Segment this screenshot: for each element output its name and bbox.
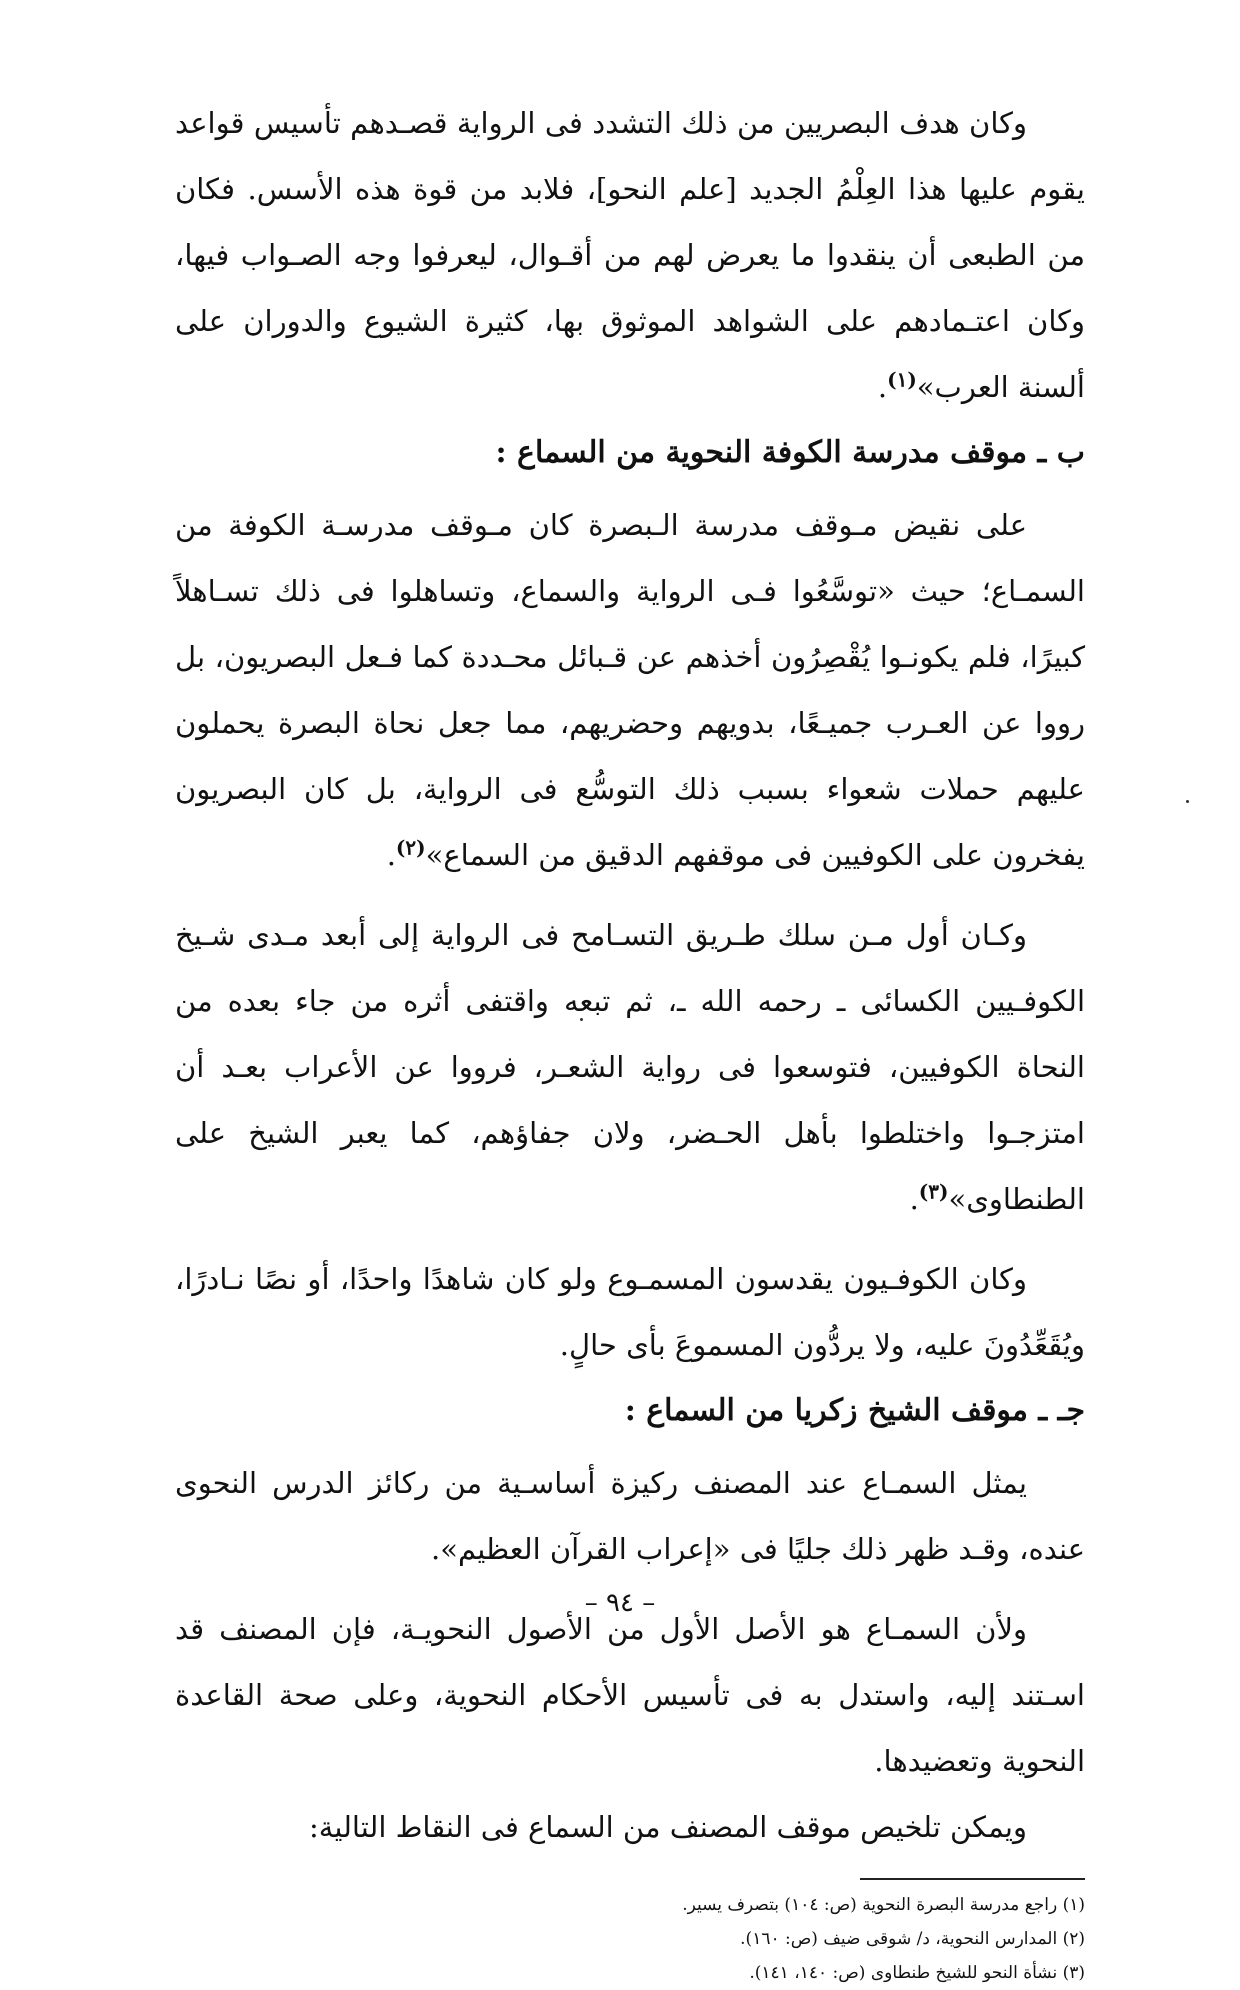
paragraph-text: على نقيض مـوقف مدرسة الـبصرة كان مـوقف مدرسـة الكوفة من السمـاع؛ حيث «توسَّعُوا فـى الرواية والسماع، وتساهلوا فى ذلك تسـاهلاً كبيرًا، فلم يكونـوا يُقْصِرُون أخذهم عن قـبائل محـددة كما فـعل البصريون، بل رووا عن العـرب جميـعًا، بدويهم وحضريهم، مما جعل نحاة البصرة يحملون عليهم حملات شعواء بسبب ذلك التوسُّع فى الرواية، بل كان البصريون يفخرون على الكوفيين فى موقفهم الدقيق من السماع» — [175, 508, 1085, 872]
paragraph-author-pillar: يمثل السمـاع عند المصنف ركيزة أساسـية من ركائز الدرس النحوى عنده، وقـد ظهر ذلك جليًا فى «إعراب القرآن العظيم». — [175, 1466, 1085, 1566]
scan-speck — [1186, 800, 1189, 803]
paragraph-summary-intro: ويمكن تلخيص موقف المصنف من السماع فى النقاط التالية: — [309, 1810, 1027, 1844]
paragraph-kufa-position: على نقيض مـوقف مدرسة الـبصرة كان مـوقف مدرسـة الكوفة من السمـاع؛ حيث «توسَّعُوا فـى الرواية والسماع، وتساهلوا فى ذلك تسـاهلاً كبيرًا، فلم يكونـوا يُقْصِرُون أخذهم عن قـبائل محـددة كما فـعل البصريون، بل رووا عن العـرب جميـعًا، بدويهم وحضريهم، مما جعل نحاة البصرة يحملون عليهم حملات شعواء بسبب ذلك التوسُّع فى الرواية، بل كان البصريون يفخرون على الكوفيين فى موقفهم الدقيق من السماع»$^{(٢)}$. — [175, 508, 1085, 872]
footnote-ref-3[interactable]: (٣) — [918, 1179, 949, 1204]
footnotes — [175, 1888, 1085, 1990]
section-heading-zakariya: جـ ـ موقف الشيخ زكريا من السماع : — [624, 1393, 1085, 1428]
footnote-ref-1[interactable]: (١) — [887, 367, 917, 392]
paragraph-basra-goal: وكان هدف البصريين من ذلك التشدد فى الرواية قصـدهم تأسيس قواعد يقوم عليها هذا العِلْمُ الجديد [علم النحو]، فلابد من قوة هذه الأسس. فكان من الطبعى أن ينقدوا ما يعرض لهم من أقـوال، ليعرفوا وجه الصـواب فيها، وكان اعتـمادهم على الشواهد الموثوق بها، كثيرة الشيوع والدوران على ألسنة العرب»$^{(١)}$. — [175, 106, 1085, 404]
paragraph-text: وكان هدف البصريين من ذلك التشدد فى الرواية قصـدهم تأسيس قواعد يقوم عليها هذا العِلْمُ الجديد [علم النحو]، فلابد من قوة هذه الأسس. فكان من الطبعى أن ينقدوا ما يعرض لهم من أقـوال، ليعرفوا وجه الصـواب فيها، وكان اعتـمادهم على الشواهد الموثوق بها، كثيرة الشيوع والدوران على ألسنة العرب» — [175, 106, 1085, 404]
scan-speck — [580, 1018, 583, 1021]
footnote-2: (٢) المدارس النحوية، د/ شوقى ضيف (ص: ١٦٠). — [740, 1929, 1085, 1949]
footnote-ref-2[interactable]: (٢) — [395, 835, 426, 860]
paragraph-first-principle: ولأن السمـاع هو الأصل الأول من الأصول النحويـة، فإن المصنف قد اسـتند إليه، واستدل به فى تأسيس الأحكام النحوية، وعلى صحة القاعدة النحوية وتعضيدها. — [175, 1612, 1085, 1778]
paragraph-text: وكـان أول مـن سلك طـريق التسـامح فى الرواية إلى أبعد مـدى شـيخ الكوفـيين الكسائى ـ رحمه الله ـ، ثم تبعه واقتفى أثره من جاء بعده من النحاة الكوفيين، فتوسعوا فى رواية الشعـر، فرووا عن الأعراب بعـد أن امتزجـوا واختلطوا بأهل الحـضر، ولان جفاؤهم، كما يعبر الشيخ على الطنطاوى» — [175, 918, 1085, 1216]
footnote-3: (٣) نشأة النحو للشيخ طنطاوى (ص: ١٤٠، ١٤١). — [749, 1963, 1085, 1983]
paragraph-kisai: وكـان أول مـن سلك طـريق التسـامح فى الرواية إلى أبعد مـدى شـيخ الكوفـيين الكسائى ـ رحمه الله ـ، ثم تبعه واقتفى أثره من جاء بعده من النحاة الكوفيين، فتوسعوا فى رواية الشعـر، فرووا عن الأعراب بعـد أن امتزجـوا واختلطوا بأهل الحـضر، ولان جفاؤهم، كما يعبر الشيخ على الطنطاوى»$^{(٣)}$. — [175, 918, 1085, 1216]
page-number: – ٩٤ – — [584, 1588, 656, 1618]
page-body — [175, 90, 1085, 1990]
paragraph-kufa-sacred-heard: وكان الكوفـيون يقدسون المسمـوع ولو كان شاهدًا واحدًا، أو نصًا نـادرًا، ويُقَعِّدُونَ عليه، ولا يردُّون المسموعَ بأى حالٍ. — [175, 1262, 1085, 1362]
section-heading-kufa: ب ـ موقف مدرسة الكوفة النحوية من السماع : — [495, 435, 1085, 470]
footnote-separator — [860, 1878, 1085, 1880]
footnote-1: (١) راجع مدرسة البصرة النحوية (ص: ١٠٤) بتصرف يسير. — [682, 1895, 1085, 1915]
